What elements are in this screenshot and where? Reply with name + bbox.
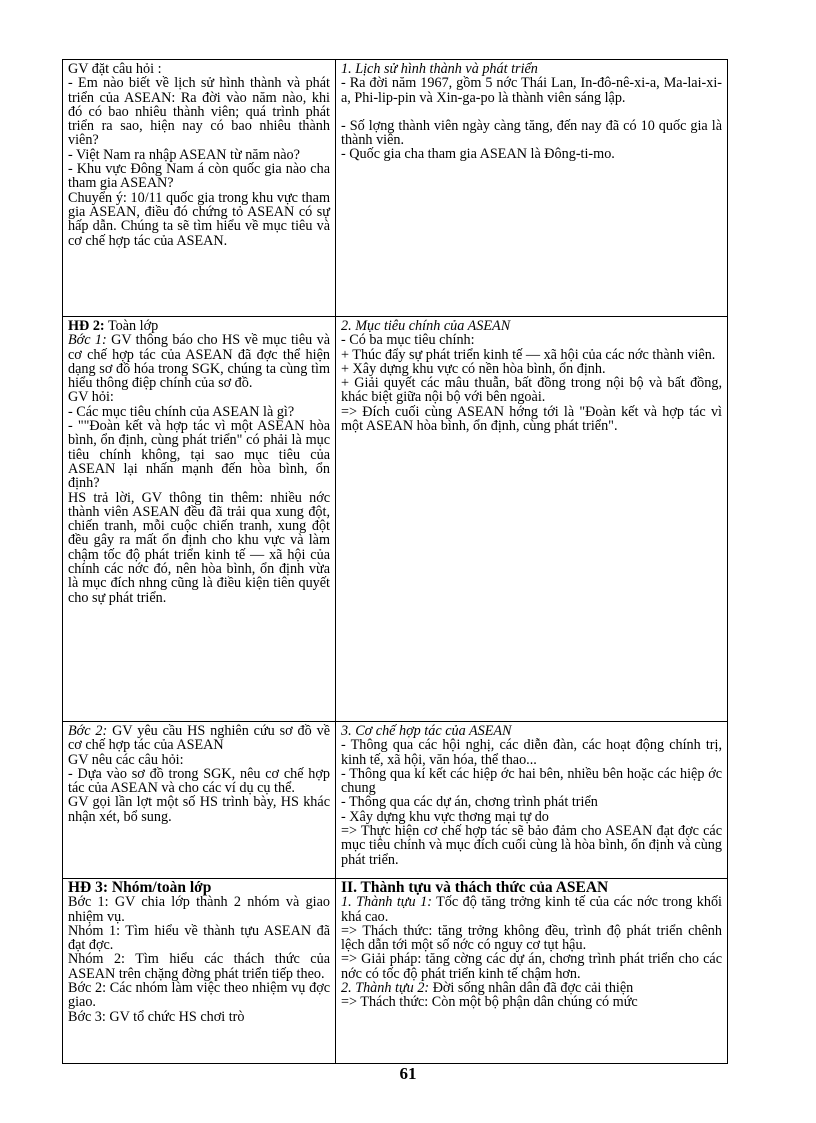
teacher-activity-cell	[63, 722, 336, 879]
text-line: Nhóm 1: Tìm hiểu về thành tựu ASEAN đã đạt đợc.	[68, 922, 330, 954]
section-heading: II. Thành tựu và thách thức của ASEAN	[341, 879, 609, 896]
text-line: - Các mục tiêu chính của ASEAN là gì?	[68, 403, 295, 420]
table-row	[63, 317, 728, 722]
text-line: - ""Đoàn kết và hợp tác vì một ASEAN hòa bình, ổn định, cùng phát triển" có phải là mục tiêu chính không, tại sao mục tiêu của ASEAN lại nhấn mạnh đến hòa bình, ổn định?	[68, 418, 330, 492]
content-cell	[336, 722, 728, 879]
teacher-activity-cell	[63, 879, 336, 1064]
text-line: GV đặt câu hỏi :	[68, 61, 162, 77]
lesson-plan-table	[62, 59, 728, 1064]
text-line: Chuyển ý: 10/11 quốc gia trong khu vực tham gia ASEAN, điều đó chứng tỏ ASEAN có sự hấp dẫn. Chúng ta sẽ tìm hiểu về mục tiêu và cơ chế hợp tác của ASEAN.	[68, 189, 330, 249]
subsection-line	[341, 895, 722, 924]
content-cell	[336, 60, 728, 317]
text-line: - Xây dựng khu vực thơng mại tự do	[341, 808, 549, 825]
table-row	[63, 879, 728, 1064]
text-line: - Việt Nam ra nhập ASEAN từ năm nào?	[68, 146, 300, 163]
step-line	[68, 333, 330, 390]
section-heading: 2. Mục tiêu chính của ASEAN	[341, 318, 511, 334]
text-line: GV gọi lần lợt một số HS trình bày, HS khác nhận xét, bổ sung.	[68, 794, 330, 825]
step-text: GV thông báo cho HS về mục tiêu và cơ chế hợp tác của ASEAN đã đợc thể hiện dạng sơ đồ hóa trong SGK, chúng ta cùng tìm hiểu thông điệp chính của sơ đồ.	[68, 332, 331, 392]
text-line: - Ra đời năm 1967, gồm 5 nớc Thái Lan, In-đô-nê-xi-a, Ma-lai-xi-a, Phi-lip-pin và Xin-ga-po là thành viên sáng lập.	[341, 75, 722, 106]
section-heading: 3. Cơ chế hợp tác của ASEAN	[341, 723, 512, 739]
subsection-text: Tốc độ tăng trởng kinh tế của các nớc trong khối khá cao.	[341, 894, 722, 925]
subsection-text: Đời sống nhân dân đã đợc cải thiện	[429, 980, 634, 997]
activity-heading-bold: HĐ 2:	[68, 318, 105, 334]
text-line: Nhóm 2: Tìm hiểu các thách thức của ASEAN trên chặng đờng phát triển tiếp theo.	[68, 951, 330, 982]
text-line: Bớc 3: GV tổ chức HS chơi trò	[68, 1008, 245, 1025]
text-line: GV nêu các câu hỏi:	[68, 751, 184, 768]
text-line: HS trả lời, GV thông tin thêm: nhiều nớc thành viên ASEAN đều đã trải qua xung đột, chiến tranh, mỗi cuộc chiến tranh, xung đột đều gây ra mất ổn định cho khu vực và làm chậm tốc độ phát triển kinh tế — xã hội của chính các nớc đó, nên hòa bình, ổn định vừa là mục đích nhng cũng là điều kiện tiên quyết cho sự phát triển.	[68, 489, 330, 606]
text-line: => Giải pháp: tăng cờng các dự án, chơng trình phát triển cho các nớc có tốc độ phát triển kinh tế chậm hơn.	[341, 951, 722, 982]
text-line: GV hỏi:	[68, 389, 114, 406]
section-heading: 1. Lịch sử hình thành và phát triển	[341, 61, 538, 77]
activity-heading-rest: Toàn lớp	[104, 318, 159, 334]
teacher-activity-cell	[63, 60, 336, 317]
text-line: => Đích cuối cùng ASEAN hớng tới là "Đoàn kết và hợp tác vì một ASEAN hòa bình, ổn định, cùng phát triển".	[341, 403, 722, 435]
activity-heading	[68, 319, 330, 333]
text-line: - Thông qua các hội nghị, các diễn đàn, các hoạt động chính trị, kinh tế, xã hội, văn hóa, thể thao...	[341, 737, 722, 768]
teacher-activity-cell	[63, 317, 336, 722]
step-label: Bớc 1:	[68, 332, 107, 349]
text-line: Bớc 1: GV chia lớp thành 2 nhóm và giao nhiệm vụ.	[68, 894, 330, 925]
text-line: + Xây dựng khu vực có nền hòa bình, ổn định.	[341, 360, 606, 377]
table-row	[63, 60, 728, 317]
text-line: => Thực hiện cơ chế hợp tác sẽ bảo đảm cho ASEAN đạt đợc các mục tiêu chính và mục đích cuối cùng là hòa bình, ổn định và cùng phát triển.	[341, 823, 722, 868]
step-label: Bớc 2:	[68, 723, 108, 739]
text-line: - Khu vực Đông Nam á còn quốc gia nào cha tham gia ASEAN?	[68, 161, 330, 192]
text-line: + Giải quyết các mâu thuẫn, bất đồng trong nội bộ và bất đồng, khác biệt giữa nội bộ với bên ngoài.	[341, 375, 722, 406]
content-cell	[336, 317, 728, 722]
text-line: - Thông qua kí kết các hiệp ớc hai bên, nhiều bên hoặc các hiệp ớc chung	[341, 765, 722, 797]
text-line: => Thách thức: Còn một bộ phận dân chúng có mức	[341, 994, 638, 1011]
text-line: => Thách thức: tăng trởng không đều, trình độ phát triển chênh lệch dẫn tới một số nớc có nguy cơ tụt hậu.	[341, 922, 722, 954]
activity-heading: HĐ 3: Nhóm/toàn lớp	[68, 879, 212, 896]
text-line: + Thúc đẩy sự phát triển kinh tế — xã hội của các nớc thành viên.	[341, 346, 716, 363]
step-line	[68, 724, 330, 753]
text-line: - Em nào biết về lịch sử hình thành và phát triển của ASEAN: Ra đời vào năm nào, khi đó có bao nhiêu thành viên; quá trình phát triển ra sao, hiện nay có bao nhiêu thành viên?	[68, 75, 330, 149]
content-cell	[336, 879, 728, 1064]
subsection-line	[341, 981, 722, 995]
text-line: - Có ba mục tiêu chính:	[341, 332, 475, 349]
subsection-label: 1. Thành tựu 1:	[341, 894, 432, 911]
text-line: - Dựa vào sơ đồ trong SGK, nêu cơ chế hợp tác của ASEAN và cho các ví dụ cụ thể.	[68, 765, 330, 797]
table-row	[63, 722, 728, 879]
page-number: 61	[399, 1064, 417, 1083]
text-line: - Quốc gia cha tham gia ASEAN là Đông-ti-mo.	[341, 146, 615, 163]
step-text: GV yêu cầu HS nghiên cứu sơ đồ về cơ chế hợp tác của ASEAN	[68, 723, 330, 754]
text-line: - Thông qua các dự án, chơng trình phát triển	[341, 794, 598, 811]
text-line: - Số lợng thành viên ngày càng tăng, đến nay đã có 10 quốc gia là thành viên.	[341, 117, 722, 149]
text-line: Bớc 2: Các nhóm làm việc theo nhiệm vụ đợc giao.	[68, 980, 330, 1011]
subsection-label: 2. Thành tựu 2:	[341, 980, 430, 997]
